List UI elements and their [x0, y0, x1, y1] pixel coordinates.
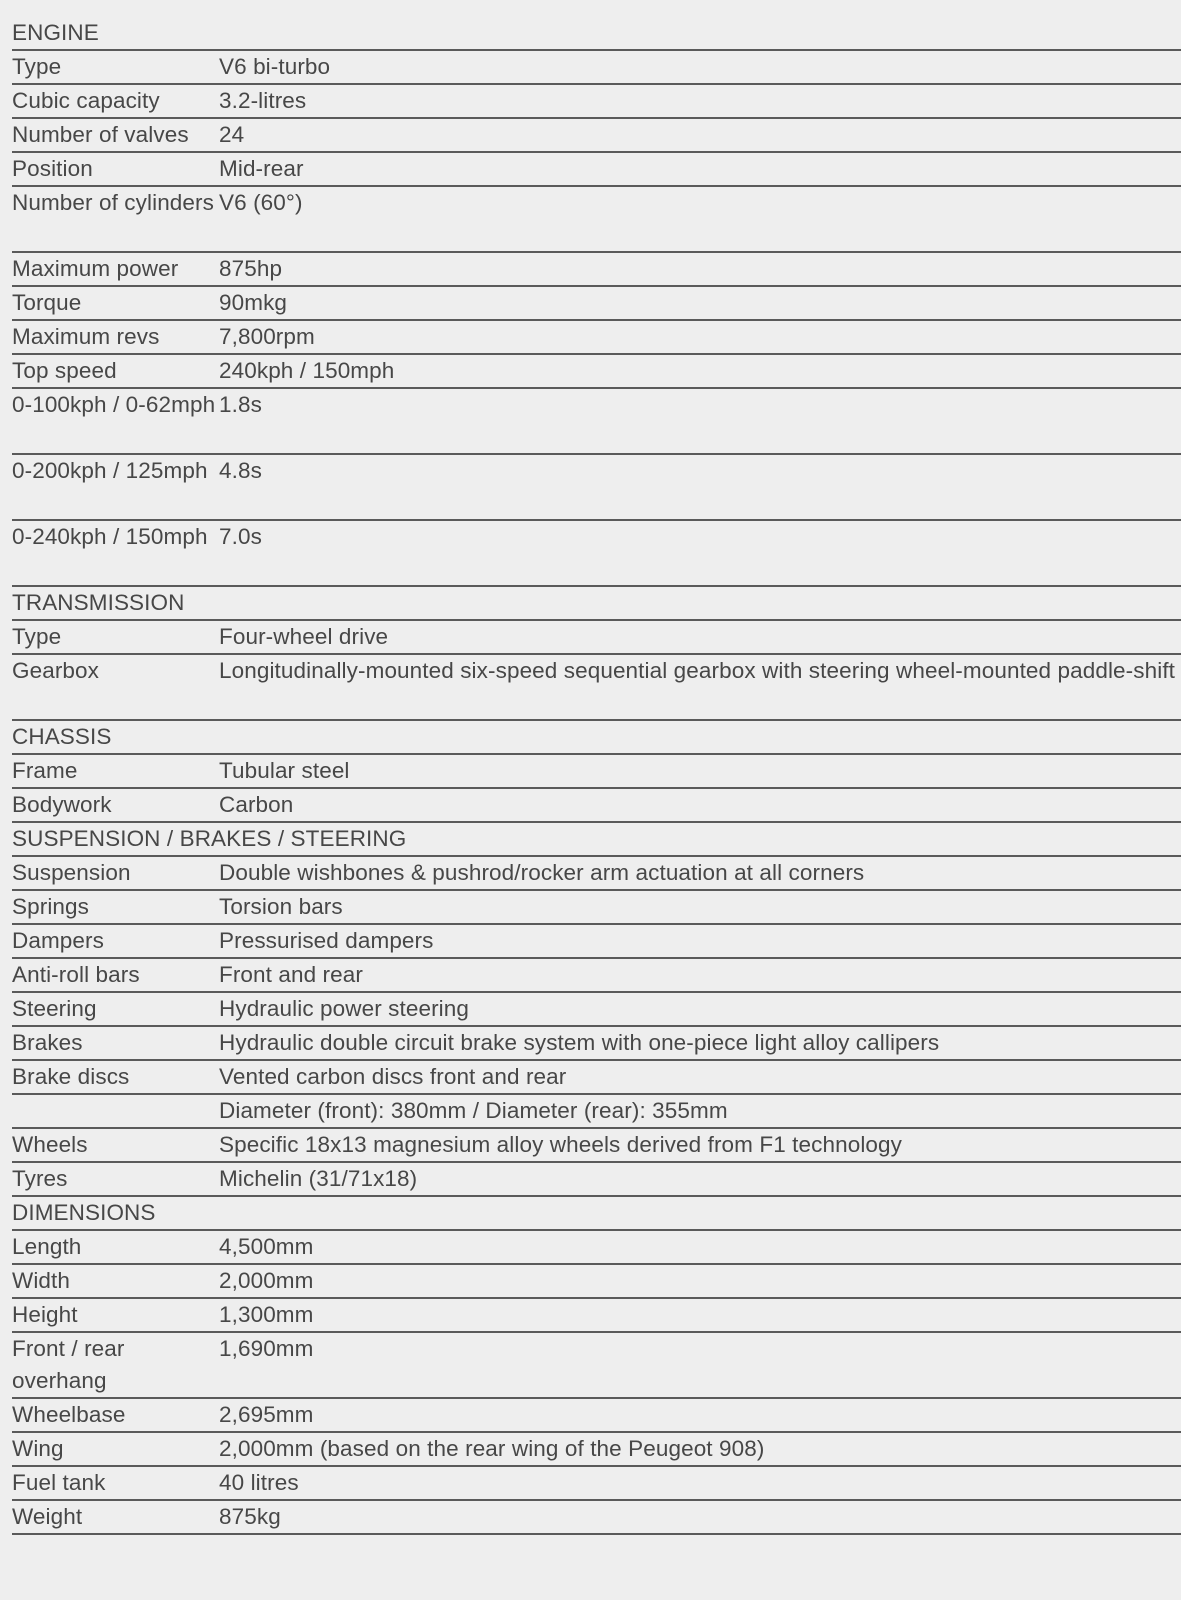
spec-row: [12, 1500, 1181, 1534]
section-heading-row: [12, 1196, 1181, 1230]
specifications-table-body: [12, 17, 1181, 1534]
spec-value: 1.8s: [219, 388, 1181, 454]
spec-value: 2,000mm: [219, 1264, 1181, 1298]
spec-value: 2,000mm (based on the rear wing of the Peugeot 908): [219, 1432, 1181, 1466]
spec-sheet: [12, 17, 1181, 1535]
section-heading: TRANSMISSION: [12, 586, 1181, 620]
spec-row: [12, 958, 1181, 992]
spec-value: 7,800rpm: [219, 320, 1181, 354]
spec-value: 1,300mm: [219, 1298, 1181, 1332]
spec-row: [12, 252, 1181, 286]
section-heading-row: [12, 17, 1181, 50]
spec-row: [12, 1432, 1181, 1466]
spec-value: Front and rear: [219, 958, 1181, 992]
spec-row: [12, 1026, 1181, 1060]
spec-label: Steering: [12, 992, 219, 1026]
spec-label: Top speed: [12, 354, 219, 388]
spec-value: Tubular steel: [219, 754, 1181, 788]
specifications-table: [12, 17, 1181, 1535]
section-heading-row: [12, 720, 1181, 754]
spec-row: [12, 1466, 1181, 1500]
spec-label: Bodywork: [12, 788, 219, 822]
section-heading: ENGINE: [12, 17, 1181, 50]
spec-value: Carbon: [219, 788, 1181, 822]
spec-label: Front / rear overhang: [12, 1332, 219, 1398]
spec-row: [12, 620, 1181, 654]
spec-value: Diameter (front): 380mm / Diameter (rear): 355mm: [219, 1094, 1181, 1128]
spec-label: 0-200kph / 125mph: [12, 454, 219, 520]
spec-value: Hydraulic power steering: [219, 992, 1181, 1026]
spec-label: Wheels: [12, 1128, 219, 1162]
spec-row: [12, 1162, 1181, 1196]
spec-label: Springs: [12, 890, 219, 924]
spec-row: [12, 654, 1181, 720]
spec-label: Maximum power: [12, 252, 219, 286]
spec-value: 4,500mm: [219, 1230, 1181, 1264]
section-heading-row: [12, 822, 1181, 856]
spec-label: Frame: [12, 754, 219, 788]
spec-row: [12, 454, 1181, 520]
spec-row: [12, 388, 1181, 454]
spec-value: 24: [219, 118, 1181, 152]
spec-value: 90mkg: [219, 286, 1181, 320]
spec-value: V6 (60°): [219, 186, 1181, 252]
spec-value: Torsion bars: [219, 890, 1181, 924]
spec-label: Anti-roll bars: [12, 958, 219, 992]
spec-row: [12, 788, 1181, 822]
spec-label: Wheelbase: [12, 1398, 219, 1432]
spec-row: [12, 118, 1181, 152]
spec-value: V6 bi-turbo: [219, 50, 1181, 84]
spec-label: Weight: [12, 1500, 219, 1534]
spec-label: Number of cylinders: [12, 186, 219, 252]
spec-row: [12, 84, 1181, 118]
spec-label: Cubic capacity: [12, 84, 219, 118]
spec-label: Length: [12, 1230, 219, 1264]
spec-label: Type: [12, 620, 219, 654]
spec-label: Dampers: [12, 924, 219, 958]
spec-label: Brakes: [12, 1026, 219, 1060]
spec-value: 875kg: [219, 1500, 1181, 1534]
spec-value: Hydraulic double circuit brake system with one-piece light alloy callipers: [219, 1026, 1181, 1060]
spec-value: 3.2-litres: [219, 84, 1181, 118]
spec-label: Fuel tank: [12, 1466, 219, 1500]
spec-value: 4.8s: [219, 454, 1181, 520]
spec-value: Pressurised dampers: [219, 924, 1181, 958]
spec-row: [12, 286, 1181, 320]
spec-row: [12, 1398, 1181, 1432]
spec-value: Four-wheel drive: [219, 620, 1181, 654]
spec-label: Number of valves: [12, 118, 219, 152]
spec-row: [12, 856, 1181, 890]
spec-value: 1,690mm: [219, 1332, 1181, 1398]
spec-label: Brake discs: [12, 1060, 219, 1094]
spec-value: 7.0s: [219, 520, 1181, 586]
spec-label: Maximum revs: [12, 320, 219, 354]
spec-label: 0-100kph / 0-62mph: [12, 388, 219, 454]
section-heading: DIMENSIONS: [12, 1196, 1181, 1230]
spec-row: [12, 1060, 1181, 1094]
spec-label: Type: [12, 50, 219, 84]
spec-row: [12, 890, 1181, 924]
spec-row: [12, 320, 1181, 354]
spec-row: [12, 1094, 1181, 1128]
spec-row: [12, 1298, 1181, 1332]
section-heading: CHASSIS: [12, 720, 1181, 754]
spec-row: [12, 754, 1181, 788]
spec-label: Position: [12, 152, 219, 186]
spec-row: [12, 992, 1181, 1026]
spec-value: Mid-rear: [219, 152, 1181, 186]
spec-value: Vented carbon discs front and rear: [219, 1060, 1181, 1094]
spec-row: [12, 186, 1181, 252]
spec-label: Tyres: [12, 1162, 219, 1196]
spec-row: [12, 354, 1181, 388]
spec-value: Double wishbones & pushrod/rocker arm actuation at all corners: [219, 856, 1181, 890]
spec-value: 875hp: [219, 252, 1181, 286]
spec-value: 2,695mm: [219, 1398, 1181, 1432]
spec-row: [12, 520, 1181, 586]
spec-label: Gearbox: [12, 654, 219, 720]
spec-value: Longitudinally-mounted six-speed sequential gearbox with steering wheel-mounted paddle-shift: [219, 654, 1181, 720]
spec-label: Width: [12, 1264, 219, 1298]
spec-row: [12, 1128, 1181, 1162]
spec-row: [12, 50, 1181, 84]
spec-label: [12, 1094, 219, 1128]
section-heading: SUSPENSION / BRAKES / STEERING: [12, 822, 1181, 856]
spec-label: 0-240kph / 150mph: [12, 520, 219, 586]
spec-label: Suspension: [12, 856, 219, 890]
spec-value: Specific 18x13 magnesium alloy wheels derived from F1 technology: [219, 1128, 1181, 1162]
section-heading-row: [12, 586, 1181, 620]
spec-value: Michelin (31/71x18): [219, 1162, 1181, 1196]
spec-label: Wing: [12, 1432, 219, 1466]
spec-row: [12, 1264, 1181, 1298]
spec-row: [12, 1332, 1181, 1398]
spec-label: Torque: [12, 286, 219, 320]
spec-value: 240kph / 150mph: [219, 354, 1181, 388]
spec-value: 40 litres: [219, 1466, 1181, 1500]
spec-label: Height: [12, 1298, 219, 1332]
spec-row: [12, 924, 1181, 958]
spec-row: [12, 1230, 1181, 1264]
spec-row: [12, 152, 1181, 186]
